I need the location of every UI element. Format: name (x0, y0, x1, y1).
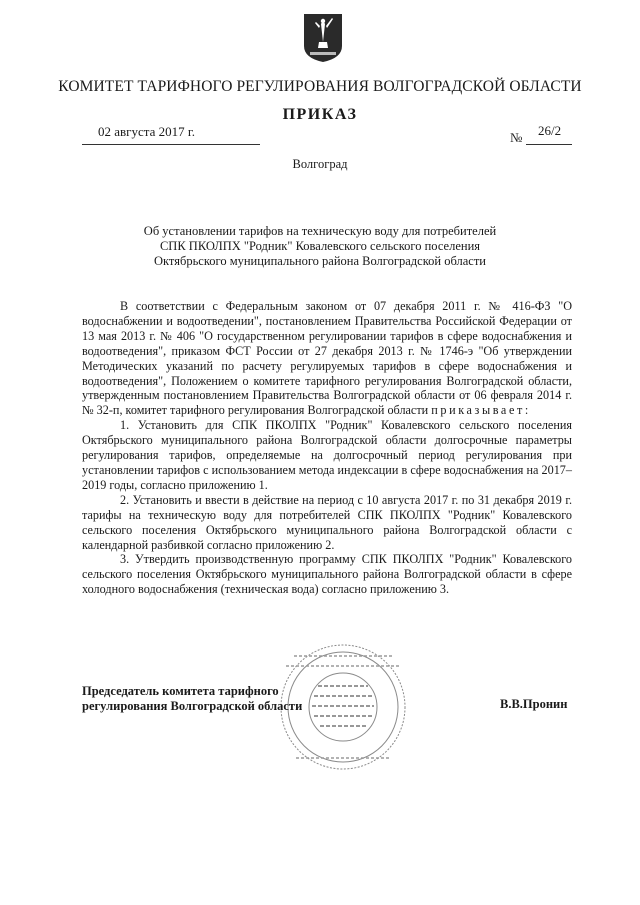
subject-line: Октябрьского муниципального района Волгоградской области (153, 254, 486, 268)
date-underline (82, 144, 260, 145)
preamble-paragraph (82, 299, 572, 418)
position-line: регулирования Волгоградской области (82, 698, 303, 713)
order-item-3: 3. Утвердить производственную программу СПК ПКОЛПХ "Родник" Ковалевского сельского поселения Октябрьского муниципального района Волгоградской области в сфере холодного водоснабжения (техническая вода) согласно приложению 3. (82, 552, 572, 597)
order-subject (120, 224, 520, 269)
subject-line: СПК ПКОЛПХ "Родник" Ковалевского сельского поселения (159, 239, 481, 253)
number-underline (526, 144, 572, 145)
order-date: 02 августа 2017 г. (98, 124, 195, 139)
order-number: 26/2 (538, 123, 562, 138)
number-sign: № (510, 130, 523, 145)
signatory-position (82, 684, 302, 713)
committee-name: КОМИТЕТ ТАРИФНОГО РЕГУЛИРОВАНИЯ ВОЛГОГРАДСКОЙ ОБЛАСТИ (58, 78, 582, 95)
order-body (82, 299, 572, 597)
order-item-1: 1. Установить для СПК ПКОЛПХ "Родник" Ковалевского сельского поселения Октябрьского муниципального района Волгоградской области долгосрочные параметры регулирования тарифов, определяемые на долгосрочный период регулирования при установлении тарифов с использованием метода индексации в сфере водоснабжения на 2017–2019 годы, согласно приложению 1. (82, 418, 572, 492)
position-line: Председатель комитета тарифного (82, 684, 279, 698)
subject-line: Об установлении тарифов на техническую воду для потребителей (143, 224, 497, 238)
signatory-name: В.В.Пронин (500, 697, 568, 711)
coat-of-arms-emblem (302, 12, 344, 64)
preamble-text: В соответствии с Федеральным законом от 07 декабря 2011 г. № 416-ФЗ "О водоснабжении и водоотведении", постановлением Правительства Российской Федерации от 13 мая 2013 г. № 406 "О государственном регулировании тарифов в сфере водоснабжения и водоотведения", приказом ФСТ России от 27 декабря 2013 г. № 1746-э "Об утверждении Методических указаний по расчету регулируемых тарифов в сфере водоснабжения и водоотведения", Положением о комитете тарифного регулирования Волгоградской области, утвержденным постановлением Правительства Волгоградской области от 06 февраля 2014 г. № 32-п, комитет тарифного регулирования Волгоградской области (82, 299, 572, 418)
decree-word: приказывает: (431, 403, 531, 418)
city-name: Волгоград (292, 157, 348, 171)
order-item-2: 2. Установить и ввести в действие на период с 10 августа 2017 г. по 31 декабря 2019 г. тарифы на техническую воду для потребителей СПК ПКОЛПХ "Родник" Ковалевского сельского поселения Октябрьского муниципального района Волгоградской области с календарной разбивкой согласно приложению 2. (82, 492, 572, 552)
document-title: ПРИКАЗ (282, 106, 358, 123)
